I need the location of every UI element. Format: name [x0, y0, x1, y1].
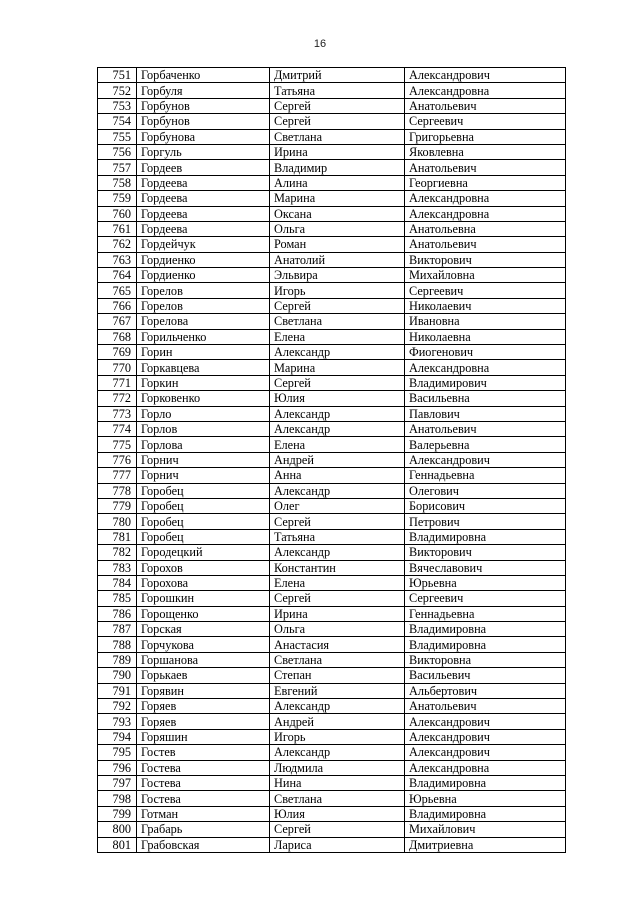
- patronymic-cell: Викторович: [405, 545, 566, 560]
- first-name-cell: Александр: [270, 699, 405, 714]
- first-name-cell: Юлия: [270, 806, 405, 821]
- first-name-cell: Сергей: [270, 298, 405, 313]
- table-row: [98, 360, 566, 375]
- table-row: [98, 699, 566, 714]
- first-name-cell: Александр: [270, 545, 405, 560]
- last-name-cell: Горгуль: [137, 144, 270, 159]
- row-number-cell: 772: [98, 391, 137, 406]
- row-number-cell: 784: [98, 575, 137, 590]
- last-name-cell: Гордейчук: [137, 237, 270, 252]
- first-name-cell: Лариса: [270, 837, 405, 852]
- table-row: [98, 268, 566, 283]
- table-row: [98, 421, 566, 436]
- table-row: [98, 206, 566, 221]
- table-row: [98, 129, 566, 144]
- patronymic-cell: Владимировна: [405, 637, 566, 652]
- row-number-cell: 768: [98, 329, 137, 344]
- patronymic-cell: Александрович: [405, 745, 566, 760]
- row-number-cell: 777: [98, 468, 137, 483]
- row-number-cell: 782: [98, 545, 137, 560]
- table-row: [98, 791, 566, 806]
- last-name-cell: Гордеева: [137, 206, 270, 221]
- first-name-cell: Марина: [270, 360, 405, 375]
- table-row: [98, 391, 566, 406]
- patronymic-cell: Дмитриевна: [405, 837, 566, 852]
- last-name-cell: Гордиенко: [137, 268, 270, 283]
- row-number-cell: 755: [98, 129, 137, 144]
- last-name-cell: Горлова: [137, 437, 270, 452]
- table-row: [98, 160, 566, 175]
- patronymic-cell: Александрович: [405, 452, 566, 467]
- patronymic-cell: Александровна: [405, 83, 566, 98]
- row-number-cell: 789: [98, 652, 137, 667]
- patronymic-cell: Анатольевич: [405, 237, 566, 252]
- table-row: [98, 714, 566, 729]
- table-row: [98, 468, 566, 483]
- patronymic-cell: Викторович: [405, 252, 566, 267]
- last-name-cell: Горбунова: [137, 129, 270, 144]
- row-number-cell: 797: [98, 775, 137, 790]
- first-name-cell: Ольга: [270, 622, 405, 637]
- row-number-cell: 762: [98, 237, 137, 252]
- row-number-cell: 757: [98, 160, 137, 175]
- last-name-cell: Горчукова: [137, 637, 270, 652]
- last-name-cell: Горбунов: [137, 114, 270, 129]
- patronymic-cell: Петрович: [405, 514, 566, 529]
- table-row: [98, 345, 566, 360]
- first-name-cell: Сергей: [270, 822, 405, 837]
- first-name-cell: Андрей: [270, 452, 405, 467]
- table-row: [98, 437, 566, 452]
- patronymic-cell: Анатольевич: [405, 421, 566, 436]
- row-number-cell: 765: [98, 283, 137, 298]
- patronymic-cell: Владимирович: [405, 375, 566, 390]
- patronymic-cell: Александровна: [405, 206, 566, 221]
- row-number-cell: 795: [98, 745, 137, 760]
- last-name-cell: Горковенко: [137, 391, 270, 406]
- last-name-cell: Горобец: [137, 514, 270, 529]
- row-number-cell: 778: [98, 483, 137, 498]
- patronymic-cell: Яковлевна: [405, 144, 566, 159]
- first-name-cell: Сергей: [270, 591, 405, 606]
- patronymic-cell: Юрьевна: [405, 575, 566, 590]
- table-row: [98, 591, 566, 606]
- table-row: [98, 406, 566, 421]
- patronymic-cell: Владимировна: [405, 806, 566, 821]
- patronymic-cell: Анатольевич: [405, 699, 566, 714]
- first-name-cell: Ольга: [270, 221, 405, 236]
- first-name-cell: Дмитрий: [270, 68, 405, 83]
- table-row: [98, 221, 566, 236]
- last-name-cell: Горобец: [137, 483, 270, 498]
- first-name-cell: Алина: [270, 175, 405, 190]
- row-number-cell: 786: [98, 606, 137, 621]
- table-row: [98, 298, 566, 313]
- row-number-cell: 783: [98, 560, 137, 575]
- row-number-cell: 752: [98, 83, 137, 98]
- first-name-cell: Сергей: [270, 375, 405, 390]
- patronymic-cell: Александрович: [405, 729, 566, 744]
- table-row: [98, 637, 566, 652]
- table-row: [98, 237, 566, 252]
- patronymic-cell: Геннадьевна: [405, 468, 566, 483]
- row-number-cell: 788: [98, 637, 137, 652]
- table-row: [98, 68, 566, 83]
- patronymic-cell: Николаевич: [405, 298, 566, 313]
- table-row: [98, 668, 566, 683]
- first-name-cell: Нина: [270, 775, 405, 790]
- first-name-cell: Марина: [270, 191, 405, 206]
- row-number-cell: 787: [98, 622, 137, 637]
- row-number-cell: 781: [98, 529, 137, 544]
- last-name-cell: Горощенко: [137, 606, 270, 621]
- last-name-cell: Горская: [137, 622, 270, 637]
- last-name-cell: Горькаев: [137, 668, 270, 683]
- patronymic-cell: Александровна: [405, 191, 566, 206]
- table-row: [98, 622, 566, 637]
- last-name-cell: Готман: [137, 806, 270, 821]
- first-name-cell: Роман: [270, 237, 405, 252]
- table-row: [98, 98, 566, 113]
- last-name-cell: Горобец: [137, 498, 270, 513]
- patronymic-cell: Валерьевна: [405, 437, 566, 452]
- table-row: [98, 760, 566, 775]
- last-name-cell: Горнич: [137, 452, 270, 467]
- row-number-cell: 798: [98, 791, 137, 806]
- first-name-cell: Сергей: [270, 98, 405, 113]
- patronymic-cell: Васильевич: [405, 668, 566, 683]
- last-name-cell: Гордеев: [137, 160, 270, 175]
- first-name-cell: Юлия: [270, 391, 405, 406]
- last-name-cell: Горелов: [137, 283, 270, 298]
- patronymic-cell: Михайловна: [405, 268, 566, 283]
- last-name-cell: Горелов: [137, 298, 270, 313]
- last-name-cell: Гостев: [137, 745, 270, 760]
- first-name-cell: Сергей: [270, 114, 405, 129]
- table-row: [98, 83, 566, 98]
- first-name-cell: Владимир: [270, 160, 405, 175]
- row-number-cell: 791: [98, 683, 137, 698]
- row-number-cell: 775: [98, 437, 137, 452]
- patronymic-cell: Фиогенович: [405, 345, 566, 360]
- table-row: [98, 483, 566, 498]
- patronymic-cell: Михайлович: [405, 822, 566, 837]
- first-name-cell: Татьяна: [270, 529, 405, 544]
- last-name-cell: Горбунов: [137, 98, 270, 113]
- first-name-cell: Степан: [270, 668, 405, 683]
- first-name-cell: Александр: [270, 345, 405, 360]
- row-number-cell: 759: [98, 191, 137, 206]
- table-row: [98, 560, 566, 575]
- last-name-cell: Гостева: [137, 775, 270, 790]
- last-name-cell: Горбаченко: [137, 68, 270, 83]
- patronymic-cell: Владимировна: [405, 775, 566, 790]
- row-number-cell: 801: [98, 837, 137, 852]
- first-name-cell: Александр: [270, 421, 405, 436]
- last-name-cell: Горильченко: [137, 329, 270, 344]
- row-number-cell: 779: [98, 498, 137, 513]
- first-name-cell: Оксана: [270, 206, 405, 221]
- last-name-cell: Городецкий: [137, 545, 270, 560]
- last-name-cell: Грабарь: [137, 822, 270, 837]
- first-name-cell: Анна: [270, 468, 405, 483]
- last-name-cell: Горобец: [137, 529, 270, 544]
- first-name-cell: Анатолий: [270, 252, 405, 267]
- first-name-cell: Елена: [270, 329, 405, 344]
- table-row: [98, 806, 566, 821]
- row-number-cell: 792: [98, 699, 137, 714]
- patronymic-cell: Анатольевич: [405, 98, 566, 113]
- last-name-cell: Горлов: [137, 421, 270, 436]
- last-name-cell: Гордеева: [137, 175, 270, 190]
- last-name-cell: Горин: [137, 345, 270, 360]
- row-number-cell: 790: [98, 668, 137, 683]
- row-number-cell: 754: [98, 114, 137, 129]
- patronymic-cell: Сергеевич: [405, 114, 566, 129]
- first-name-cell: Светлана: [270, 129, 405, 144]
- row-number-cell: 794: [98, 729, 137, 744]
- patronymic-cell: Ивановна: [405, 314, 566, 329]
- last-name-cell: Горявин: [137, 683, 270, 698]
- table-row: [98, 498, 566, 513]
- last-name-cell: Гостева: [137, 791, 270, 806]
- row-number-cell: 799: [98, 806, 137, 821]
- patronymic-cell: Александрович: [405, 714, 566, 729]
- patronymic-cell: Анатольевич: [405, 160, 566, 175]
- table-row: [98, 175, 566, 190]
- patronymic-cell: Олегович: [405, 483, 566, 498]
- table-row: [98, 191, 566, 206]
- first-name-cell: Андрей: [270, 714, 405, 729]
- table-row: [98, 283, 566, 298]
- first-name-cell: Елена: [270, 575, 405, 590]
- table-row: [98, 837, 566, 852]
- row-number-cell: 770: [98, 360, 137, 375]
- table-row: [98, 683, 566, 698]
- patronymic-cell: Юрьевна: [405, 791, 566, 806]
- table-row: [98, 144, 566, 159]
- first-name-cell: Ирина: [270, 144, 405, 159]
- last-name-cell: Горкин: [137, 375, 270, 390]
- first-name-cell: Ирина: [270, 606, 405, 621]
- row-number-cell: 785: [98, 591, 137, 606]
- first-name-cell: Людмила: [270, 760, 405, 775]
- row-number-cell: 751: [98, 68, 137, 83]
- table-row: [98, 529, 566, 544]
- patronymic-cell: Геннадьевна: [405, 606, 566, 621]
- patronymic-cell: Анатольевна: [405, 221, 566, 236]
- patronymic-cell: Николаевна: [405, 329, 566, 344]
- row-number-cell: 796: [98, 760, 137, 775]
- first-name-cell: Анастасия: [270, 637, 405, 652]
- patronymic-cell: Альбертович: [405, 683, 566, 698]
- row-number-cell: 767: [98, 314, 137, 329]
- last-name-cell: Горяев: [137, 714, 270, 729]
- last-name-cell: Горнич: [137, 468, 270, 483]
- names-table: [97, 67, 566, 853]
- row-number-cell: 780: [98, 514, 137, 529]
- names-table-body: [98, 68, 566, 853]
- patronymic-cell: Александрович: [405, 68, 566, 83]
- table-row: [98, 575, 566, 590]
- table-row: [98, 375, 566, 390]
- first-name-cell: Елена: [270, 437, 405, 452]
- table-row: [98, 545, 566, 560]
- page-number: 16: [313, 38, 327, 50]
- last-name-cell: Горкавцева: [137, 360, 270, 375]
- row-number-cell: 771: [98, 375, 137, 390]
- patronymic-cell: Григорьевна: [405, 129, 566, 144]
- patronymic-cell: Владимировна: [405, 529, 566, 544]
- patronymic-cell: Александровна: [405, 760, 566, 775]
- row-number-cell: 766: [98, 298, 137, 313]
- last-name-cell: Гостева: [137, 760, 270, 775]
- patronymic-cell: Вячеславович: [405, 560, 566, 575]
- table-row: [98, 822, 566, 837]
- patronymic-cell: Васильевна: [405, 391, 566, 406]
- patronymic-cell: Сергеевич: [405, 283, 566, 298]
- row-number-cell: 773: [98, 406, 137, 421]
- first-name-cell: Олег: [270, 498, 405, 513]
- last-name-cell: Горохов: [137, 560, 270, 575]
- first-name-cell: Александр: [270, 483, 405, 498]
- patronymic-cell: Павлович: [405, 406, 566, 421]
- row-number-cell: 756: [98, 144, 137, 159]
- last-name-cell: Горбуля: [137, 83, 270, 98]
- last-name-cell: Горшанова: [137, 652, 270, 667]
- table-row: [98, 652, 566, 667]
- patronymic-cell: Сергеевич: [405, 591, 566, 606]
- first-name-cell: Игорь: [270, 283, 405, 298]
- last-name-cell: Гордеева: [137, 191, 270, 206]
- patronymic-cell: Викторовна: [405, 652, 566, 667]
- row-number-cell: 800: [98, 822, 137, 837]
- row-number-cell: 774: [98, 421, 137, 436]
- row-number-cell: 761: [98, 221, 137, 236]
- table-row: [98, 252, 566, 267]
- first-name-cell: Сергей: [270, 514, 405, 529]
- row-number-cell: 763: [98, 252, 137, 267]
- patronymic-cell: Владимировна: [405, 622, 566, 637]
- patronymic-cell: Борисович: [405, 498, 566, 513]
- row-number-cell: 753: [98, 98, 137, 113]
- first-name-cell: Александр: [270, 406, 405, 421]
- table-row: [98, 329, 566, 344]
- last-name-cell: Грабовская: [137, 837, 270, 852]
- row-number-cell: 793: [98, 714, 137, 729]
- last-name-cell: Горло: [137, 406, 270, 421]
- first-name-cell: Светлана: [270, 652, 405, 667]
- patronymic-cell: Георгиевна: [405, 175, 566, 190]
- row-number-cell: 758: [98, 175, 137, 190]
- last-name-cell: Горяев: [137, 699, 270, 714]
- table-row: [98, 606, 566, 621]
- table-row: [98, 114, 566, 129]
- last-name-cell: Горяшин: [137, 729, 270, 744]
- table-row: [98, 314, 566, 329]
- first-name-cell: Светлана: [270, 314, 405, 329]
- first-name-cell: Константин: [270, 560, 405, 575]
- first-name-cell: Светлана: [270, 791, 405, 806]
- patronymic-cell: Александровна: [405, 360, 566, 375]
- first-name-cell: Евгений: [270, 683, 405, 698]
- first-name-cell: Игорь: [270, 729, 405, 744]
- last-name-cell: Горохова: [137, 575, 270, 590]
- table-row: [98, 729, 566, 744]
- table-row: [98, 775, 566, 790]
- table-row: [98, 745, 566, 760]
- last-name-cell: Гордиенко: [137, 252, 270, 267]
- row-number-cell: 760: [98, 206, 137, 221]
- row-number-cell: 769: [98, 345, 137, 360]
- row-number-cell: 764: [98, 268, 137, 283]
- table-row: [98, 514, 566, 529]
- table-row: [98, 452, 566, 467]
- last-name-cell: Горошкин: [137, 591, 270, 606]
- first-name-cell: Александр: [270, 745, 405, 760]
- last-name-cell: Горелова: [137, 314, 270, 329]
- last-name-cell: Гордеева: [137, 221, 270, 236]
- first-name-cell: Татьяна: [270, 83, 405, 98]
- first-name-cell: Эльвира: [270, 268, 405, 283]
- row-number-cell: 776: [98, 452, 137, 467]
